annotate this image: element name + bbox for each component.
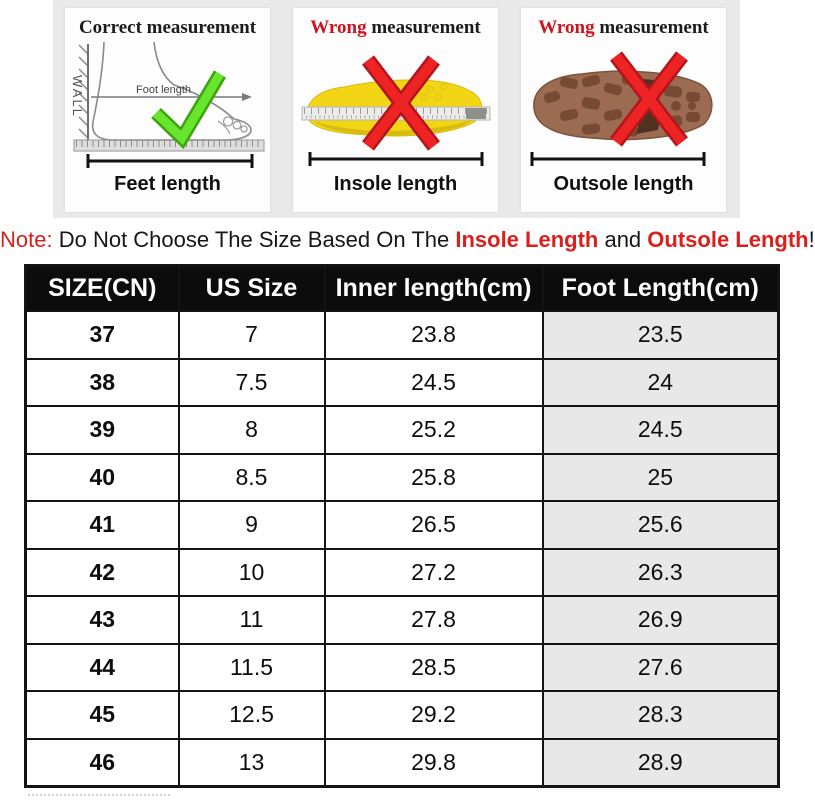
bracket-label: Insole length xyxy=(333,173,458,195)
us-size-cell: 8 xyxy=(179,406,325,454)
header-inner-length: Inner length(cm) xyxy=(325,266,543,312)
measure-bracket xyxy=(532,152,704,166)
us-size-cell: 11 xyxy=(179,596,325,644)
size-cn-cell: 43 xyxy=(26,596,179,644)
us-size-cell: 9 xyxy=(179,501,325,549)
panel-title xyxy=(79,17,256,39)
us-size-cell: 7.5 xyxy=(179,359,325,407)
foot-length-cell: 25.6 xyxy=(543,501,779,549)
size-cn-cell: 39 xyxy=(26,406,179,454)
toes-detail xyxy=(218,117,247,134)
note-label: Note: xyxy=(0,227,53,252)
wrong-insole-panel xyxy=(293,8,498,212)
size-cn-cell: 40 xyxy=(26,454,179,502)
inner-length-cell: 25.2 xyxy=(325,406,543,454)
measurement-banner xyxy=(53,0,740,218)
header-size-cn: SIZE(CN) xyxy=(26,266,179,312)
foot-length-cell: 27.6 xyxy=(543,644,779,692)
panel-title-accent: Wrong xyxy=(538,17,595,38)
inner-length-cell: 25.8 xyxy=(325,454,543,502)
foot-length-cell: 26.3 xyxy=(543,549,779,597)
table-row xyxy=(26,549,779,597)
foot-measure-illustration xyxy=(68,40,268,172)
inner-length-cell: 29.8 xyxy=(325,739,543,787)
table-row xyxy=(26,596,779,644)
insole-illustration xyxy=(296,40,496,172)
us-size-cell: 7 xyxy=(179,311,325,359)
table-row xyxy=(26,454,779,502)
us-size-cell: 8.5 xyxy=(179,454,325,502)
wall-label: WALL xyxy=(69,75,85,118)
inner-length-cell: 24.5 xyxy=(325,359,543,407)
arrow-head-icon xyxy=(242,93,252,101)
header-us-size: US Size xyxy=(179,266,325,312)
note-highlight-insole: Insole Length xyxy=(455,227,599,252)
us-size-cell: 11.5 xyxy=(179,644,325,692)
measure-bracket xyxy=(310,152,482,166)
measure-bracket xyxy=(88,154,252,168)
table-row xyxy=(26,311,779,359)
panel-title-accent: Wrong xyxy=(310,17,367,38)
foot-length-cell: 28.9 xyxy=(543,739,779,787)
foot-length-cell: 28.3 xyxy=(543,691,779,739)
size-cn-cell: 41 xyxy=(26,501,179,549)
panel-title-rest: Correct measurement xyxy=(78,17,257,38)
tape-end xyxy=(466,108,486,119)
us-size-cell: 12.5 xyxy=(179,691,325,739)
panel-title xyxy=(310,17,480,39)
panel-title xyxy=(538,17,708,39)
bracket-label: Outsole length xyxy=(553,173,694,195)
note-part3: ! xyxy=(808,227,815,252)
inner-length-cell: 27.2 xyxy=(325,549,543,597)
size-cn-cell: 45 xyxy=(26,691,179,739)
table-row xyxy=(26,501,779,549)
foot-length-cell: 25 xyxy=(543,454,779,502)
table-row xyxy=(26,406,779,454)
us-size-cell: 13 xyxy=(179,739,325,787)
note-part2: and xyxy=(598,227,648,252)
foot-length-cell: 23.5 xyxy=(543,311,779,359)
bracket-label: Feet length xyxy=(114,173,221,195)
table-row xyxy=(26,644,779,692)
table-row xyxy=(26,359,779,407)
size-cn-cell: 38 xyxy=(26,359,179,407)
note-highlight-outsole: Outsole Length xyxy=(647,227,809,252)
wrong-outsole-panel xyxy=(521,8,726,212)
inner-length-cell: 26.5 xyxy=(325,501,543,549)
inner-length-cell: 23.8 xyxy=(325,311,543,359)
foot-length-cell: 26.9 xyxy=(543,596,779,644)
panel-title-rest: measurement xyxy=(594,17,709,38)
foot-length-cell: 24 xyxy=(543,359,779,407)
inner-length-cell: 28.5 xyxy=(325,644,543,692)
note-line xyxy=(0,227,815,253)
us-size-cell: 10 xyxy=(179,549,325,597)
table-row xyxy=(26,739,779,787)
size-cn-cell: 37 xyxy=(26,311,179,359)
foot-length-arrow-label: Foot length xyxy=(135,84,191,96)
watermark-dotted-line xyxy=(28,794,170,796)
outsole-illustration xyxy=(524,40,724,172)
size-chart-table xyxy=(24,264,780,788)
correct-measurement-panel xyxy=(65,8,270,212)
table-row xyxy=(26,691,779,739)
panel-title-rest: measurement xyxy=(366,17,481,38)
size-cn-cell: 42 xyxy=(26,549,179,597)
size-cn-cell: 46 xyxy=(26,739,179,787)
foot-length-cell: 24.5 xyxy=(543,406,779,454)
header-foot-length: Foot Length(cm) xyxy=(543,266,779,312)
note-part1: Do Not Choose The Size Based On The xyxy=(52,227,456,252)
size-cn-cell: 44 xyxy=(26,644,179,692)
inner-length-cell: 29.2 xyxy=(325,691,543,739)
table-header-row xyxy=(26,266,779,312)
inner-length-cell: 27.8 xyxy=(325,596,543,644)
